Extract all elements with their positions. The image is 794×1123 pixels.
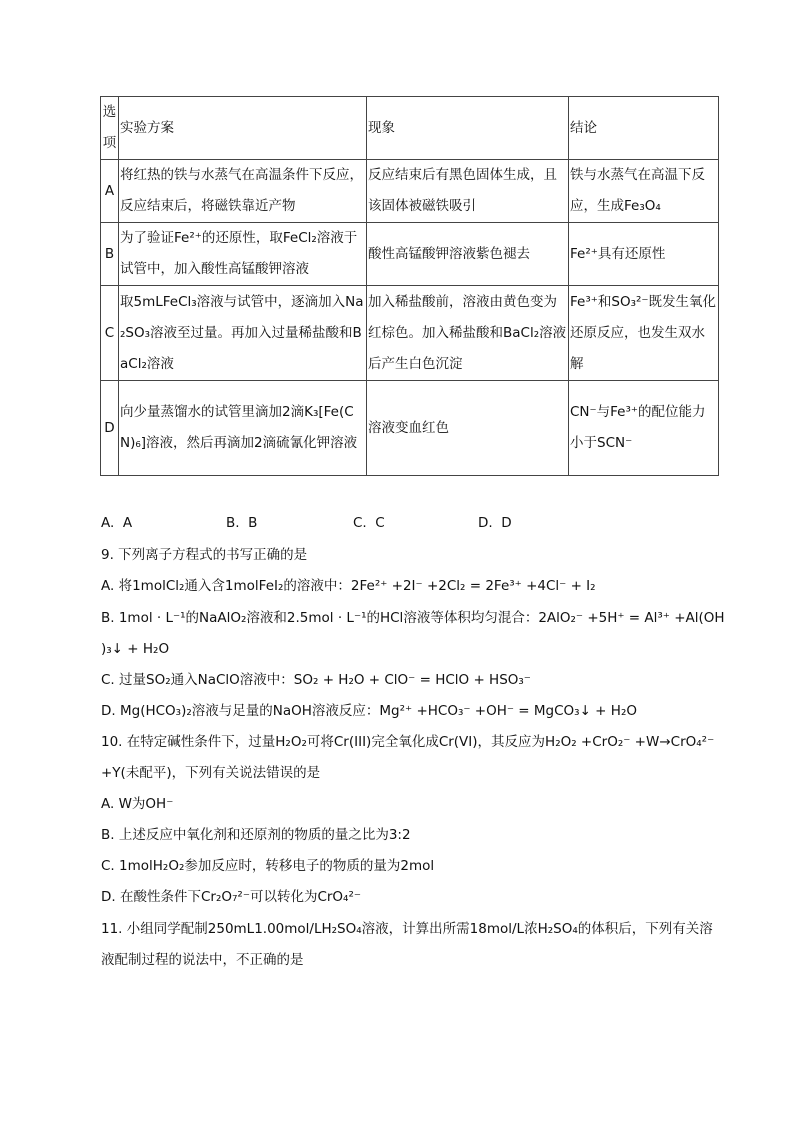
row-conclusion: Fe³⁺和SO₃²⁻既发生氧化还原反应，也发生双水解 xyxy=(569,286,719,381)
row-option: D xyxy=(101,381,119,476)
q10-option-c: C. 1molH₂O₂参加反应时，转移电子的物质的量为2mol xyxy=(101,858,435,874)
q9-option-b-line1: B. 1mol · L⁻¹的NaAlO₂溶液和2.5mol · L⁻¹的HCl溶液等体积均匀混合：2AlO₂⁻ +5H⁺ = Al³⁺ +Al(OH xyxy=(101,610,725,626)
row-plan: 取5mLFeCl₃溶液与试管中，逐滴加入Na₂SO₃溶液至过量。再加入过量稀盐酸和BaCl₂溶液 xyxy=(119,286,367,381)
header-option: 选项 xyxy=(101,97,119,160)
q10-option-d: D. 在酸性条件下Cr₂O₇²⁻可以转化为CrO₄²⁻ xyxy=(101,889,361,905)
q10-stem-line2: +Y(未配平)，下列有关说法错误的是 xyxy=(101,765,321,781)
q8-choices xyxy=(101,512,701,534)
q9-option-a: A. 将1molCl₂通入含1molFeI₂的溶液中：2Fe²⁺ +2I⁻ +2Cl₂ = 2Fe³⁺ +4Cl⁻ + I₂ xyxy=(101,578,596,594)
row-phenomenon: 反应结束后有黑色固体生成，且该固体被磁铁吸引 xyxy=(367,160,569,223)
q9-option-c: C. 过量SO₂通入NaClO溶液中：SO₂ + H₂O + ClO⁻ = HClO + HSO₃⁻ xyxy=(101,672,531,688)
row-option: C xyxy=(101,286,119,381)
row-phenomenon: 酸性高锰酸钾溶液紫色褪去 xyxy=(367,223,569,286)
choice-a: A. A xyxy=(101,515,133,531)
q11-stem-line1: 11. 小组同学配制250mL1.00mol/LH₂SO₄溶液，计算出所需18mol/L浓H₂SO₄的体积后，下列有关溶 xyxy=(101,921,713,937)
row-option: A xyxy=(101,160,119,223)
row-conclusion: Fe²⁺具有还原性 xyxy=(569,223,719,286)
row-plan: 为了验证Fe²⁺的还原性，取FeCl₂溶液于试管中，加入酸性高锰酸钾溶液 xyxy=(119,223,367,286)
q10-option-b: B. 上述反应中氧化剂和还原剂的物质的量之比为3:2 xyxy=(101,827,411,843)
header-conclusion: 结论 xyxy=(569,97,719,160)
row-option: B xyxy=(101,223,119,286)
q9-option-b-line2: )₃↓ + H₂O xyxy=(101,641,170,657)
table-row xyxy=(101,286,719,381)
q11-stem-line2: 液配制过程的说法中，不正确的是 xyxy=(101,952,304,968)
header-phenomenon: 现象 xyxy=(367,97,569,160)
row-conclusion: 铁与水蒸气在高温下反应，生成Fe₃O₄ xyxy=(569,160,719,223)
row-plan: 向少量蒸馏水的试管里滴加2滴K₃[Fe(CN)₆]溶液，然后再滴加2滴硫氰化钾溶液 xyxy=(119,381,367,476)
table-row xyxy=(101,223,719,286)
row-conclusion: CN⁻与Fe³⁺的配位能力小于SCN⁻ xyxy=(569,381,719,476)
table-header-row xyxy=(101,97,719,160)
q10-option-a: A. W为OH⁻ xyxy=(101,796,174,812)
table-row xyxy=(101,381,719,476)
table-row xyxy=(101,160,719,223)
choice-c: C. C xyxy=(353,515,385,531)
q10-stem-line1: 10. 在特定碱性条件下，过量H₂O₂可将Cr(III)完全氧化成Cr(VI)，其反应为H₂O₂ +CrO₂⁻ +W→CrO₄²⁻ xyxy=(101,734,715,750)
choice-b: B. B xyxy=(226,515,258,531)
row-plan: 将红热的铁与水蒸气在高温条件下反应，反应结束后，将磁铁靠近产物 xyxy=(119,160,367,223)
q9-option-d: D. Mg(HCO₃)₂溶液与足量的NaOH溶液反应：Mg²⁺ +HCO₃⁻ +OH⁻ = MgCO₃↓ + H₂O xyxy=(101,703,637,719)
choice-d: D. D xyxy=(478,515,512,531)
q9-stem: 9. 下列离子方程式的书写正确的是 xyxy=(101,547,308,563)
experiment-table xyxy=(100,96,719,476)
header-plan: 实验方案 xyxy=(119,97,367,160)
row-phenomenon: 加入稀盐酸前，溶液由黄色变为红棕色。加入稀盐酸和BaCl₂溶液后产生白色沉淀 xyxy=(367,286,569,381)
row-phenomenon: 溶液变血红色 xyxy=(367,381,569,476)
